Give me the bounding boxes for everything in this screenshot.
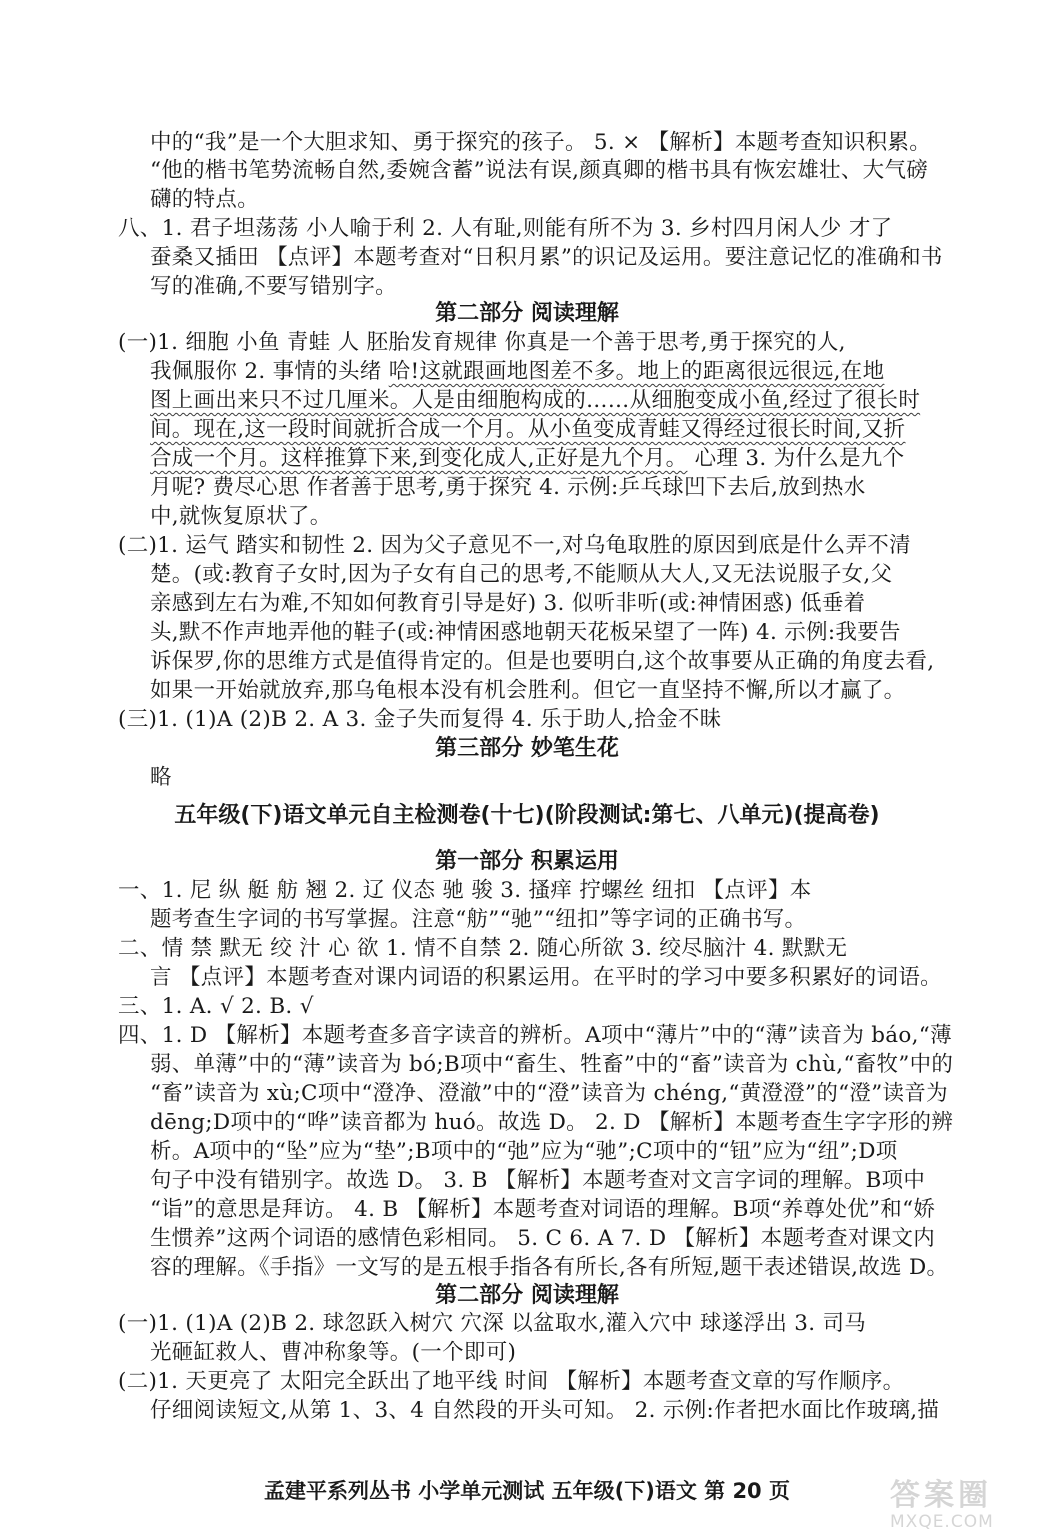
line-text: 光砸缸救人、曹冲称象等。(一个即可) bbox=[150, 1340, 517, 1365]
text-line bbox=[150, 1107, 953, 1139]
wavy-underlined-text: 图上画出来只不过几厘米。人是由细胞构成的……从细胞变成小鱼,经过了很长时 bbox=[150, 388, 921, 413]
text-line bbox=[150, 1136, 898, 1168]
text-line bbox=[150, 617, 901, 649]
line-text: “诣”的意思是拜访。 4. B 【解析】本题考查对词语的理解。B项“养尊处优”和“娇 bbox=[150, 1197, 936, 1222]
text-line bbox=[150, 559, 892, 591]
text-line bbox=[150, 1395, 939, 1427]
line-text: 二、情 禁 默无 绞 汁 心 欲 1. 情不自禁 2. 随心所欲 3. 绞尽脑汁 4. 默默无 bbox=[118, 936, 848, 961]
text-line bbox=[150, 1194, 935, 1226]
text-line bbox=[150, 646, 934, 678]
line-text: 一、1. 尼 纵 艇 舫 翘 2. 辽 仪态 驰 骏 3. 搔痒 拧螺丝 纽扣 【点评】本 bbox=[118, 878, 812, 903]
text-line bbox=[150, 1337, 516, 1369]
text-line bbox=[118, 1020, 952, 1052]
line-text-tail: 心理 3. 为什么是九个 bbox=[687, 446, 905, 471]
section-heading: 第二部分 阅读理解 bbox=[435, 301, 619, 326]
line-text: 亲感到左右为难,不知如何教育引导是好) 3. 似听非听(或:神情困惑) 低垂着 bbox=[150, 591, 866, 616]
line-text: 蚕桑又插田 【点评】本题考查对“日积月累”的识记及运用。要注意记忆的准确和书 bbox=[150, 245, 943, 270]
page-footer: 孟建平系列丛书 小学单元测试 五年级(下)语文 第 20 页 bbox=[264, 1479, 790, 1503]
text-line bbox=[150, 501, 332, 533]
line-text: 楚。(或:教育子女时,因为子女有自己的思考,不能顺从大人,又无法说服子女,父 bbox=[150, 562, 893, 587]
text-line bbox=[150, 242, 943, 274]
line-text: 析。A项中的“坠”应为“垫”;B项中的“弛”应为“驰”;C项中的“钮”应为“纽”;D项 bbox=[150, 1139, 898, 1164]
line-text: 略 bbox=[150, 765, 172, 790]
text-line bbox=[118, 327, 846, 359]
line-text: (三)1. (1)A (2)B 2. A 3. 金子失而复得 4. 乐于助人,拾金不昧 bbox=[118, 707, 722, 732]
line-text: 月呢? 费尽心思 作者善于思考,勇于探究 4. 示例:乒乓球凹下去后,放到热水 bbox=[150, 475, 866, 500]
line-text: 如果一开始就放弃,那乌龟根本没有机会胜利。但它一直坚持不懈,所以才赢了。 bbox=[150, 678, 906, 703]
text-line bbox=[150, 962, 942, 994]
text-line bbox=[150, 675, 905, 707]
line-text: 中,就恢复原状了。 bbox=[150, 504, 332, 529]
line-text: 仔细阅读短文,从第 1、3、4 自然段的开头可知。 2. 示例:作者把水面比作玻璃,描 bbox=[150, 1398, 940, 1423]
text-line bbox=[150, 762, 172, 794]
line-text: 言 【点评】本题考查对课内词语的积累运用。在平时的学习中要多积累好的词语。 bbox=[150, 965, 942, 990]
wavy-underlined-text: 哈!这就跟画地图差不多。地上的距离很远很远,在地 bbox=[388, 359, 885, 384]
text-line bbox=[150, 472, 866, 504]
text-line bbox=[118, 213, 892, 245]
text-line bbox=[150, 385, 920, 417]
line-text: 容的理解。《手指》一文写的是五根手指各有所长,各有所短,题干表述错误,故选 D。 bbox=[150, 1255, 949, 1280]
wavy-underlined-text: 间。现在,这一段时间就折合成一个月。从小鱼变成青蛙又得经过很长时间,又折 bbox=[150, 417, 906, 442]
text-line bbox=[150, 1078, 948, 1110]
line-text: 四、1. D 【解析】本题考查多音字读音的辨析。A项中“薄片”中的“薄”读音为 báo,“薄 bbox=[118, 1023, 952, 1048]
text-line bbox=[150, 904, 806, 936]
line-text: “他的楷书笔势流畅自然,委婉含蓄”说法有误,颜真卿的楷书具有恢宏雄壮、大气磅 bbox=[150, 158, 929, 183]
watermark-url: MXQE.COM bbox=[890, 1512, 994, 1532]
text-line bbox=[150, 414, 905, 446]
line-text: 诉保罗,你的思维方式是值得肯定的。但是也要明白,这个故事要从正确的角度去看, bbox=[150, 649, 935, 674]
line-text: 礴的特点。 bbox=[150, 187, 260, 212]
section-heading: 第二部分 阅读理解 bbox=[435, 1283, 619, 1308]
text-line bbox=[150, 1223, 935, 1255]
line-text: 生惯养”这两个词语的感情色彩相同。 5. C 6. A 7. D 【解析】本题考查对课文内 bbox=[150, 1226, 936, 1251]
text-line bbox=[118, 704, 722, 736]
text-line bbox=[150, 184, 259, 216]
watermark-logo-text: 答案圈 bbox=[890, 1478, 992, 1513]
wavy-underlined-text: 合成一个月。这样推算下来,到变化成人,正好是九个月。 bbox=[150, 446, 688, 471]
text-line bbox=[118, 933, 847, 965]
line-text: 三、1. A. √ 2. B. √ bbox=[118, 994, 314, 1019]
text-line bbox=[118, 1366, 904, 1398]
line-text: (二)1. 天更亮了 太阳完全跃出了地平线 时间 【解析】本题考查文章的写作顺序。 bbox=[118, 1369, 905, 1394]
section-heading: 五年级(下)语文单元自主检测卷(十七)(阶段测试:第七、八单元)(提高卷) bbox=[174, 803, 880, 828]
text-line bbox=[150, 356, 884, 388]
text-line bbox=[118, 875, 812, 907]
text-line bbox=[150, 1165, 925, 1197]
text-line bbox=[150, 588, 865, 620]
line-text: (一)1. (1)A (2)B 2. 球忽跃入树穴 穴深 以盆取水,灌入穴中 球遂浮出 3. 司马 bbox=[118, 1311, 867, 1336]
line-text: (二)1. 运气 踏实和韧性 2. 因为父子意见不一,对乌龟取胜的原因到底是什么弄不清 bbox=[118, 533, 911, 558]
line-text: 八、1. 君子坦荡荡 小人喻于利 2. 人有耻,则能有所不为 3. 乡村四月闲人少 才了 bbox=[118, 216, 893, 241]
line-text: 写的准确,不要写错别字。 bbox=[150, 274, 397, 299]
line-text: 题考查生字词的书写掌握。注意“舫”“驰”“纽扣”等字词的正确书写。 bbox=[150, 907, 807, 932]
line-text: dēng;D项中的“哗”读音都为 huó。故选 D。 2. D 【解析】本题考查生字字形的辨 bbox=[150, 1110, 954, 1135]
text-line bbox=[118, 1308, 866, 1340]
line-text: 我佩服你 2. 事情的头绪 bbox=[150, 359, 389, 384]
line-text: 弱、单薄”中的“薄”读音为 bó;B项中“畜生、牲畜”中的“畜”读音为 chù,“畜牧”中的 bbox=[150, 1052, 954, 1077]
section-heading: 第一部分 积累运用 bbox=[435, 849, 619, 874]
text-line bbox=[150, 155, 928, 187]
line-text: 头,默不作声地弄他的鞋子(或:神情困惑地朝天花板呆望了一阵) 4. 示例:我要告 bbox=[150, 620, 901, 645]
text-line bbox=[150, 1049, 953, 1081]
text-line bbox=[150, 443, 904, 475]
line-text: “畜”读音为 xù;C项中“澄净、澄澈”中的“澄”读音为 chéng,“黄澄澄”的“澄”读音为 bbox=[150, 1081, 948, 1106]
line-text: (一)1. 细胞 小鱼 青蛙 人 胚胎发育规律 你真是一个善于思考,勇于探究的人, bbox=[118, 330, 846, 355]
watermark-logo bbox=[890, 1470, 1040, 1532]
text-line bbox=[118, 991, 314, 1023]
line-text: 句子中没有错别字。故选 D。 3. B 【解析】本题考查对文言字词的理解。B项中 bbox=[150, 1168, 926, 1193]
section-heading: 第三部分 妙笔生花 bbox=[435, 736, 619, 761]
line-text: 中的“我”是一个大胆求知、勇于探究的孩子。 5. × 【解析】本题考查知识积累。 bbox=[150, 130, 932, 155]
text-line bbox=[118, 530, 911, 562]
